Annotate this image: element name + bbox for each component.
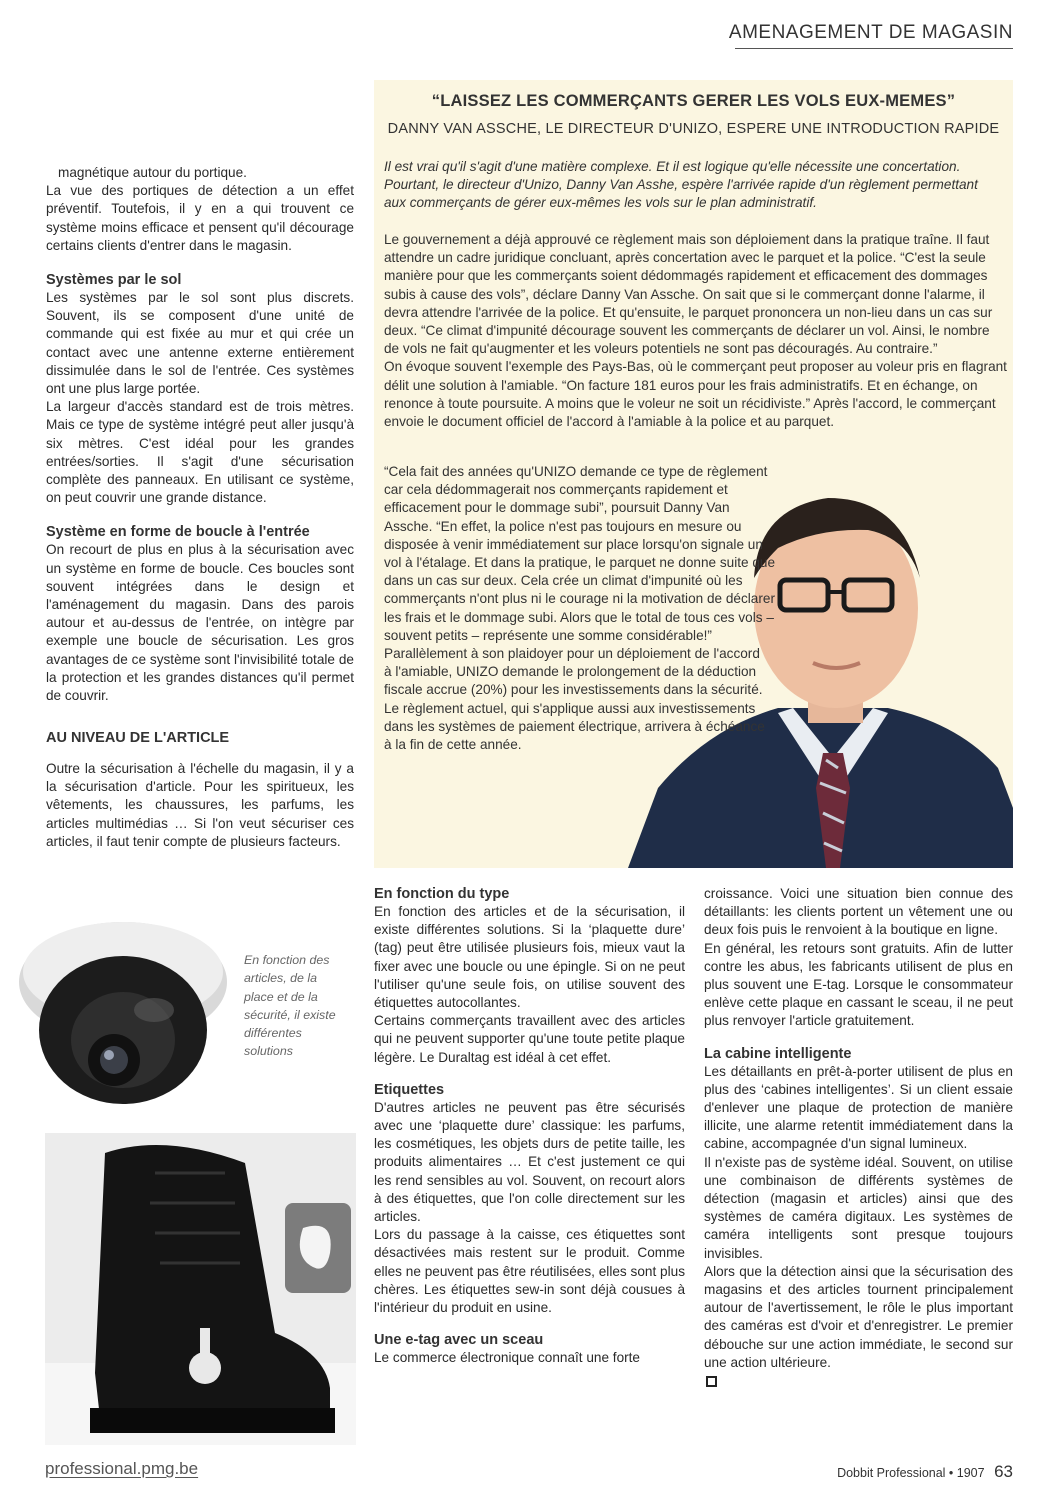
subheading: La cabine intelligente <box>704 1045 852 1062</box>
section-title: AMENAGEMENT DE MAGASIN <box>728 22 1013 43</box>
footer-info <box>700 1462 1013 1482</box>
box-body <box>384 231 1008 431</box>
subheading: En fonction du type <box>374 886 510 902</box>
dome-camera-illustration <box>14 910 232 1120</box>
paragraph: On recourt de plus en plus à la sécurisation avec un système en forme de boucle. Ces boucles sont souvent intégrées dans le design et l'aménagement du magasin. Dans des parois autour et au-dessus de l'entrée, on intègre par exemple une boucle de sécurisation. Les gros avantages de ce système sont l'invisibilité totale de la protection et les grandes distances qu'il permet de couvrir. <box>46 542 354 704</box>
paragraph: Alors que la détection ainsi que la sécurisation des magasins et des articles tournent principalement autour de l'avertissement, le rôle le plus important des caméras est d'voir et d'enregistrer. Le premier débouche sur une action immédiate, le second sur une action ultérieure. <box>704 1263 1013 1370</box>
website-link[interactable]: professional.pmg.be <box>45 1459 199 1478</box>
column-2 <box>374 885 685 1367</box>
paragraph: En général, les retours sont gratuits. Afin de lutter contre les abus, les fabricants utilisent de plus en plus souvent une E-tag. Lorsque le consommateur enlève cette plaque en cassant le sceau, il ne peut plus renvoyer l'article gratuitement. <box>704 940 1013 1029</box>
header-rule <box>735 48 1013 49</box>
article-heading: AU NIVEAU DE L'ARTICLE <box>46 730 230 746</box>
photo-caption: En fonction des articles, de la place et de la sécurité, il existe différentes solutions <box>244 953 336 1059</box>
boot-photo <box>45 1133 356 1445</box>
paragraph: Lors du passage à la caisse, ces étiquettes sont désactivées mais restent sur le produit. Comme elles ne peuvent pas être réutilisées, elles sont plus chères. Les étiquettes sew-in sont déjà cousues à l'intérieur du produit en usine. <box>374 1227 685 1316</box>
paragraph: On évoque souvent l'exemple des Pays-Bas, où le commerçant peut proposer au voleur pris en flagrant délit une solution à l'amiable. “On facture 181 euros pour les frais administratifs. Et en échange, on renonce à toute poursuite. A moins que le voleur ne soit un récidiviste.” Après l'accord, le commerçant envoie le document officiel de l'accord à l'amiable à la police et au parquet. <box>384 359 1007 430</box>
column-1 <box>46 164 354 705</box>
box-subtitle: DANNY VAN ASSCHE, LE DIRECTEUR D'UNIZO, ESPERE UNE INTRODUCTION RAPIDE <box>387 121 1000 137</box>
magazine-name: Dobbit Professional • 1907 <box>837 1466 985 1480</box>
paragraph: “Cela fait des années qu'UNIZO demande ce type de règlement car cela dédommagerait nos commerçants rapidement et efficacement pour le dommage subi”, poursuit Danny Van Assche. “En effet, la police n'est pas toujours en mesure ou disposée à venir immédiatement sur place lorsqu'on signale un vol à l'étalage. Et dans la pratique, le parquet ne donne suite que dans un cas sur deux. Cela crée un climat d'impunité où les commerçants n'ont plus ni le courage ni la motivation de déclarer les frais et le dommage subi. Alors que le total de tous ces vols – souvent petits – représente une somme considérable!” <box>384 464 776 643</box>
paragraph: La largeur d'accès standard est de trois mètres. Mais ce type de système intégré peut aller jusqu'à six mètres. C'est idéal pour les grandes entrées/sorties. Il s'agit d'une sécurisation complète des panneaux. En utilisant ce système, on peut couvrir une grande distance. <box>46 399 354 506</box>
paragraph: D'autres articles ne peuvent pas être sécurisés avec une ‘plaquette dure’ classique: les parfums, les cosmétiques, les objets durs de petite taille, les produits alimentaires … Et c'est justement ce qui les rend sensibles au vol. Souvent, on recourt alors à des étiquettes, que l'on colle directement sur les articles. <box>374 1099 685 1225</box>
box-narrow-text <box>384 463 784 754</box>
article-paragraph: Outre la sécurisation à l'échelle du magasin, il y a la sécurisation d'article. Pour les spiritueux, les vêtements, les chaussures, les parfums, les articles multimédias … Si l'on veut sécuriser ces articles, il faut tenir compte de plusieurs facteurs. <box>46 761 354 849</box>
paragraph: La vue des portiques de détection a un effet préventif. Toutefois, il y en a qui trouvent ce système moins efficace et pensent qu'il décourage certains clients d'entrer dans le magasin. <box>46 183 354 253</box>
column-3 <box>704 885 1013 1390</box>
page-number: 63 <box>994 1462 1013 1481</box>
paragraph: Parallèlement à son plaidoyer pour un déploiement de l'accord à l'amiable, UNIZO demande le prolongement de la déduction fiscale accrue (20%) pour les investissements dans la sécurité. Le règlement actuel, qui s'applique aussi aux investissements dans les systèmes de paiement électrique, arrivera à échéance à la fin de cette année. <box>384 646 765 753</box>
paragraph: Les systèmes par le sol sont plus discrets. Souvent, ils se composent d'une unité de commande qui est fixée au mur et qui crée un contact avec une antenne externe entièrement dissimulée dans le sol de l'entrée. Ces systèmes ont une plus large portée. <box>46 290 354 397</box>
subheading: Une e-tag avec un sceau <box>374 1332 544 1349</box>
paragraph: croissance. Voici une situation bien connue des détaillants: les clients portent un vêtement une ou deux fois puis le renvoient à la boutique en ligne. <box>704 886 1013 938</box>
paragraph: magnétique autour du portique. <box>58 165 247 180</box>
subheading: Etiquettes <box>374 1081 445 1098</box>
subheading: Systèmes par le sol <box>46 272 182 289</box>
box-title: “LAISSEZ LES COMMERÇANTS GERER LES VOLS EUX-MEMES” <box>431 92 956 110</box>
paragraph: Le gouvernement a déjà approuvé ce règlement mais son déploiement dans la pratique traîne. Il faut attendre un cadre juridique concluant, après concertation avec le parquet et la police. “C'est la seule manière pour que les commerçants soient dédommagés rapidement et efficacement des dommages subis à cause des vols”, déclare Danny Van Assche. On sait que si le commerçant donne l'alarme, il devra attendre l'arrivée de la police. Et qu'ensuite, le parquet prononcera un non-lieu dans un cas sur deux. “Ce climat d'impunité décourage souvent les commerçants de déclarer un vol. Ainsi, le nombre de vols ne fait qu'augmenter et les voleurs potentiels ne sont pas découragés. Au contraire.” <box>384 232 993 357</box>
paragraph: Il n'existe pas de système idéal. Souvent, on utilise une combinaison de différents systèmes de détection (magasin et articles) ainsi que des systèmes de caméra digitaux. Les systèmes de caméra intelligents sont presque toujours invisibles. <box>704 1154 1013 1261</box>
paragraph: Certains commerçants travaillent avec des articles qui ne peuvent supporter qu'une toute petite plaque légère. Le Duraltag est idéal à cet effet. <box>374 1013 685 1065</box>
boot-illustration <box>45 1133 356 1445</box>
dome-camera-photo <box>14 910 232 1120</box>
end-mark-icon <box>706 1376 717 1387</box>
paragraph: Le commerce électronique connaît une forte <box>374 1350 640 1366</box>
box-lead: Il est vrai qu'il s'agit d'une matière complexe. Et il est logique qu'elle nécessite une concertation. Pourtant, le directeur d'Unizo, Danny Van Asshe, espère l'arrivée rapide d'un règlement permettant aux commerçants de gérer eux-mêmes les vols sur le plan administratif. <box>384 159 978 211</box>
subheading: Système en forme de boucle à l'entrée <box>46 524 310 541</box>
paragraph: Les détaillants en prêt-à-porter utilisent de plus en plus des ‘cabines intelligentes’. Si un client essaie d'enlever une plaque de protection de manière illicite, une alarme retentit immédiatement dans la cabine, accompagnée d'un signal lumineux. <box>704 1063 1013 1152</box>
paragraph: En fonction des articles et de la sécurisation, il existe différentes solutions. Si la ‘plaquette dure’ (tag) peut être utilisée plusieurs fois, mieux vaut la fixer avec une boucle ou une épingle. Si on ne peut l'utiliser qu'une seule fois, on utilise souvent des étiquettes autocollantes. <box>374 904 685 1011</box>
